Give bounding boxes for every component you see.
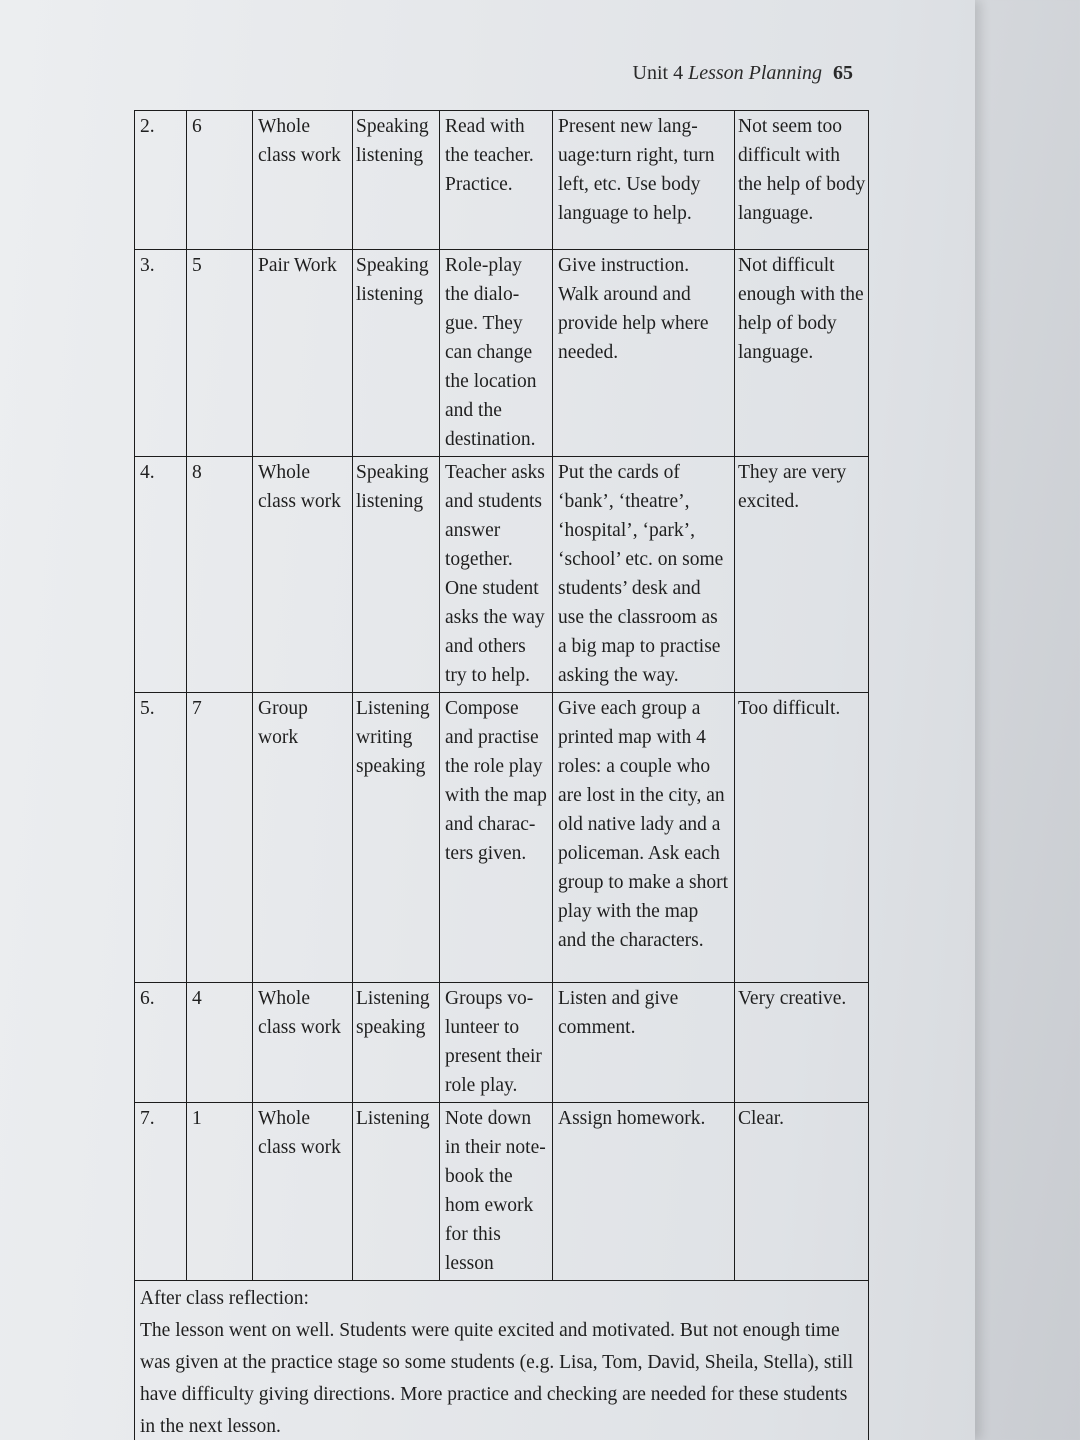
table-row [135, 693, 869, 983]
evaluation-cell: Too difficult. [735, 693, 869, 983]
skills-cell: Speaking listening [353, 111, 440, 250]
student-activity-cell: Note down in their note-book the hom ework for this lesson [440, 1103, 553, 1281]
time-cell: 6 [187, 111, 253, 250]
time-cell: 4 [187, 983, 253, 1103]
time-cell: 8 [187, 457, 253, 693]
table-row [135, 1103, 869, 1281]
student-activity-cell: Role-play the dialo-gue. They can change the location and the destination. [440, 250, 553, 457]
step-cell: 5. [135, 693, 187, 983]
skills-cell: Speaking listening [353, 250, 440, 457]
teacher-activity-cell: Assign homework. [553, 1103, 735, 1281]
reflection-row [135, 1281, 869, 1440]
student-activity-cell: Compose and practise the role play with the map and charac-ters given. [440, 693, 553, 983]
interaction-cell: Group work [253, 693, 353, 983]
evaluation-cell: They are very excited. [735, 457, 869, 693]
student-activity-cell: Teacher asks and students answer together. One student asks the way and others try to help. [440, 457, 553, 693]
table-row [135, 457, 869, 693]
teacher-activity-cell: Give each group a printed map with 4 roles: a couple who are lost in the city, an old native lady and a policeman. Ask each group to make a short play with the map and the characters. [553, 693, 735, 983]
table-row [135, 250, 869, 457]
interaction-cell: Whole class work [253, 457, 353, 693]
skills-cell: Speaking listening [353, 457, 440, 693]
unit-label: Unit 4 [632, 62, 684, 84]
interaction-cell: Pair Work [253, 250, 353, 457]
reflection-cell [135, 1281, 869, 1440]
student-activity-cell: Read with the teacher. Practice. [440, 111, 553, 250]
time-cell: 1 [187, 1103, 253, 1281]
evaluation-cell: Not difficult enough with the help of body language. [735, 250, 869, 457]
teacher-activity-cell: Put the cards of ‘bank’, ‘theatre’, ‘hospital’, ‘park’, ‘school’ etc. on some students’ desk and use the classroom as a big map to practise asking the way. [553, 457, 735, 693]
table-row [135, 983, 869, 1103]
step-cell: 2. [135, 111, 187, 250]
skills-cell: Listening writing speaking [353, 693, 440, 983]
time-cell: 5 [187, 250, 253, 457]
interaction-cell: Whole class work [253, 111, 353, 250]
section-title: Lesson Planning [688, 62, 822, 84]
evaluation-cell: Not seem too difficult with the help of body language. [735, 111, 869, 250]
table-row [135, 111, 869, 250]
running-header [633, 62, 853, 85]
interaction-cell: Whole class work [253, 1103, 353, 1281]
skills-cell: Listening [353, 1103, 440, 1281]
step-cell: 7. [135, 1103, 187, 1281]
evaluation-cell: Very creative. [735, 983, 869, 1103]
teacher-activity-cell: Listen and give comment. [553, 983, 735, 1103]
interaction-cell: Whole class work [253, 983, 353, 1103]
step-cell: 4. [135, 457, 187, 693]
teacher-activity-cell: Present new lang-uage:turn right, turn left, etc. Use body language to help. [553, 111, 735, 250]
reflection-title: After class reflection: [140, 1288, 309, 1309]
evaluation-cell: Clear. [735, 1103, 869, 1281]
student-activity-cell: Groups vo-lunteer to present their role play. [440, 983, 553, 1103]
time-cell: 7 [187, 693, 253, 983]
step-cell: 3. [135, 250, 187, 457]
skills-cell: Listening speaking [353, 983, 440, 1103]
lesson-plan-table [134, 110, 869, 1440]
step-cell: 6. [135, 983, 187, 1103]
reflection-text: The lesson went on well. Students were quite excited and motivated. But not enough time was given at the practice stage so some students (e.g. Lisa, Tom, David, Sheila, Stella), still have difficulty giving directions. More practice and checking are needed for these students in the next lesson. [140, 1320, 854, 1437]
teacher-activity-cell: Give instruction. Walk around and provide help where needed. [553, 250, 735, 457]
page-number: 65 [833, 62, 853, 84]
